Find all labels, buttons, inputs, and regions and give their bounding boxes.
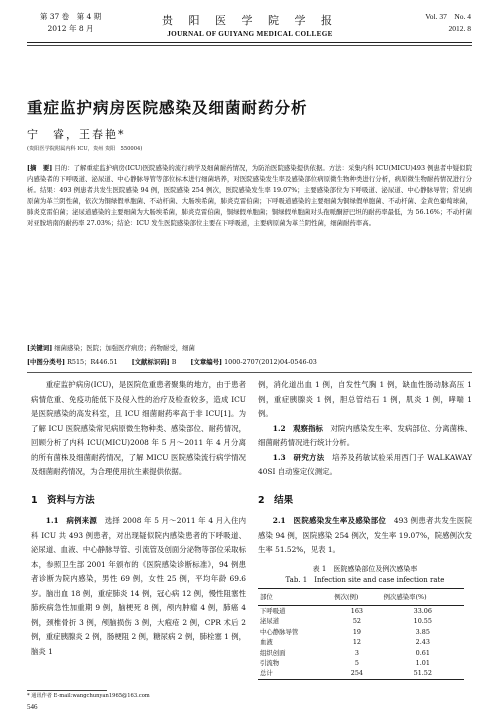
subsection-2-1 bbox=[258, 514, 472, 558]
subsection-1-1 bbox=[31, 514, 246, 659]
table-cell-site: 下呼吸道 bbox=[260, 607, 286, 615]
table-cell-rate: 33.06 bbox=[413, 607, 432, 615]
footnote-email: * 通讯作者 E-mail:wangchunyan1965@163.com bbox=[27, 693, 150, 699]
header-volume-en: Vol. 37 No. 4 bbox=[425, 12, 471, 21]
table-cell-rate: 2.43 bbox=[415, 638, 430, 647]
abstract-rule bbox=[27, 372, 472, 373]
keywords-label: [关键词] bbox=[27, 344, 53, 352]
subsection-1-1-label: 1.1 病例来源 bbox=[45, 516, 98, 525]
page-number: 546 bbox=[27, 703, 38, 711]
subsection-2-1-label: 2.1 医院感染发生率及感染部位 bbox=[272, 516, 387, 525]
clc-value: R515；R446.51 bbox=[67, 358, 118, 366]
continued-paragraph: 例，消化道出血 1 例，自发性气胸 1 例，缺血性肠动脉高压 1 例，重症胰腺炎 1 例，胆总管结石 1 例，肌炎 1 例，哮喘 1 例。 bbox=[258, 380, 472, 418]
table-cell-site: 组织创面 bbox=[260, 648, 286, 657]
article-authors: 宁 睿，王春艳* bbox=[27, 128, 126, 141]
table-cell-site: 总计 bbox=[258, 668, 332, 679]
table-cell-cases: 52 bbox=[352, 617, 361, 626]
subsection-2-1-text: 493 例患者共发生医院感染 94 例，医院感染 254 例次，发生率 19.07%，院感例次发生率 51.52%，见表 1。 bbox=[258, 516, 472, 554]
doc-code-label: [文献标识码] bbox=[131, 358, 170, 366]
table-cell-cases: 254 bbox=[332, 668, 381, 679]
table-header-rate: 例次感染率(%) bbox=[382, 588, 464, 606]
table-cell-site: 血液 bbox=[260, 638, 273, 647]
table-cell-rate: 1.01 bbox=[415, 659, 430, 668]
abstract bbox=[27, 163, 472, 230]
subsection-1-2 bbox=[258, 422, 472, 451]
header-issue-en bbox=[425, 11, 471, 35]
doc-code-value: B bbox=[171, 358, 177, 366]
header-journal bbox=[130, 12, 370, 38]
table-cell-rate: 3.85 bbox=[415, 627, 430, 636]
table-cell-cases: 163 bbox=[350, 607, 363, 615]
table-caption-en: Tab. 1 Infection site and case infection rate bbox=[285, 575, 445, 584]
table-row bbox=[258, 606, 464, 617]
article-title: 重症监护病房医院感染及细菌耐药分析 bbox=[27, 99, 308, 117]
subsection-1-3-label: 1.3 研究方法 bbox=[272, 452, 325, 462]
table-row bbox=[258, 616, 464, 626]
subsection-1-2-text: 对院内感染发生率、发病部位、分离菌株、细菌耐药情况进行统计分析。 bbox=[258, 423, 472, 447]
clc-label: [中图分类号] bbox=[27, 358, 66, 366]
header-volume-cn: 第 37 卷 第 4 期 bbox=[39, 12, 102, 21]
section-heading-methods: 1 资料与方法 bbox=[31, 494, 95, 506]
keywords bbox=[27, 343, 472, 352]
table-cell-rate: 0.61 bbox=[415, 648, 430, 657]
keywords-text: 细菌感染；医院；加强医疗病房；药物耐受，细菌 bbox=[54, 344, 195, 352]
subsection-1-3 bbox=[258, 451, 472, 480]
footnote-rule bbox=[27, 690, 107, 691]
table-cell-rate: 51.52 bbox=[382, 668, 464, 679]
table-cell-cases: 12 bbox=[352, 638, 361, 647]
infection-site-table bbox=[258, 588, 464, 680]
header-issue bbox=[28, 11, 113, 35]
header-date-cn: 2012 年 8 月 bbox=[47, 24, 94, 33]
journal-name-en: JOURNAL OF GUIYANG MEDICAL COLLEGE bbox=[167, 30, 333, 38]
table-cell-cases: 19 bbox=[352, 627, 361, 636]
table-cell-site: 中心静脉导管 bbox=[260, 627, 299, 636]
table-row bbox=[258, 648, 464, 658]
table-row bbox=[258, 637, 464, 647]
body-left-column bbox=[31, 378, 246, 659]
table-cell-site: 引流物 bbox=[260, 659, 280, 668]
section-heading-results: 2 结果 bbox=[258, 494, 294, 506]
table-row bbox=[258, 658, 464, 668]
table-header-row bbox=[258, 588, 464, 606]
table-header-cases: 例次(例) bbox=[332, 588, 381, 606]
header-rule-thin bbox=[27, 45, 472, 46]
subsection-1-3-text: 培养及药敏试验采用西门子 WALKAWAY 40SI 自动鉴定仪测定。 bbox=[258, 452, 472, 476]
abstract-text: 目的：了解重症监护病房(ICU)医院感染的流行病学及细菌耐药情况，为防治医院感染提供依据。方法：采集内科 ICU(MICU)493 例患者中疑似院内感染者的下呼吸道、泌尿道、中心静脉导管等部位标本进行细菌培养，对医院感染发生率及感染部位病原微生物种类进行分析，病原微生物耐药情况进行分析。结果：493 例患者共发生医院感染 94 例，医院感染 254 例次，医院感染发生率 19.07%；主要感染部位为下呼吸道、泌尿道、中心静脉导管；常见病原菌为革兰阴性菌，依次为铜绿假单胞菌、不动杆菌、大肠埃希菌，肺炎克雷伯菌；下呼吸道感染的主要细菌为铜绿假单胞菌、不动杆菌、金黄色葡萄球菌，肺炎克雷伯菌；泌尿道感染的主要细菌为大肠埃希菌，肺炎克雷伯菌，铜绿假单胞菌；铜绿假单胞菌对头孢哌酮舒巴坦的耐药率最低，为 56.16%；不动杆菌对亚胺培南的耐药率 27.03%；结论：ICU 发生医院感染部位主要在下呼吸道，主要病原菌为革兰阴性菌，细菌耐药率高。 bbox=[27, 164, 472, 228]
table-cell-cases: 5 bbox=[354, 659, 359, 668]
table-header-site: 部位 bbox=[258, 588, 332, 606]
article-id-label: [文章编号] bbox=[190, 358, 223, 366]
table-cell-cases: 3 bbox=[354, 648, 359, 657]
body-right-column bbox=[258, 378, 472, 680]
intro-paragraph: 重症监护病房(ICU)，是医院危重患者聚集的地方，由于患者病情危重、免疫功能低下及侵入性的治疗及检查较多，造成 ICU 是医院感染的高发科室，且 ICU 细菌耐药率高于非 ICU[1]。为了解 ICU 医院感染常见病原微生物种类、感染部位、耐药情况，回顾分析了内科 ICU(MICU)2008 年 5 月～2011 年 4 月分离的所有菌株及细菌耐药情况，了解 MICU 医院感染流行病学情况及细菌耐药情况，为合理使用抗生素提供依据。 bbox=[31, 380, 246, 476]
table-cell-rate: 10.55 bbox=[413, 617, 432, 626]
subsection-1-1-text: 选择 2008 年 5 月～2011 年 4 月入住内科 ICU 共 493 例患者，对出现疑似院内感染患者的下呼吸道、泌尿道、血液、中心静脉导管、引流管及创面分泌物等部位采取标本，参照卫生部 2001 年颁布的《医院感染诊断标准》，94 例患者诊断为院内感染，男性 69 例，女性 25 例，平均年龄 69.6 岁。脑出血 18 例，重症肺炎 14 例，冠心病 12 例，慢性阻塞性肺疾病急性加重期 9 例，脑梗死 8 例，颅内肿瘤 4 例，肺癌 4 例，颈椎骨折 3 例，颅脑损伤 3 例，大疱疮 2 例，CPR 术后 2 例，重症胰腺炎 2 例，肠梗阻 2 例，糖尿病 2 例，肺栓塞 1 例，脑炎 1 bbox=[31, 516, 246, 656]
classification-line bbox=[27, 357, 472, 366]
table-row-total bbox=[258, 668, 464, 679]
author-affiliation: (贵阳医学院附属内科 ICU，贵州 贵阳 550004) bbox=[27, 146, 143, 152]
header-rule-thick bbox=[27, 42, 472, 43]
article-id-value: 1000-2707(2012)04-0546-03 bbox=[224, 358, 317, 366]
journal-name-cn: 贵 阳 医 学 院 学 报 bbox=[162, 14, 338, 27]
header-date-en: 2012. 8 bbox=[448, 24, 471, 33]
table-row bbox=[258, 627, 464, 637]
table-cell-site: 泌尿道 bbox=[260, 617, 280, 626]
subsection-1-2-label: 1.2 观察指标 bbox=[272, 423, 323, 433]
table-caption bbox=[258, 564, 472, 586]
table-caption-cn: 表 1 医院感染部位及例次感染率 bbox=[312, 564, 418, 573]
abstract-label: [摘 要] bbox=[27, 164, 53, 172]
